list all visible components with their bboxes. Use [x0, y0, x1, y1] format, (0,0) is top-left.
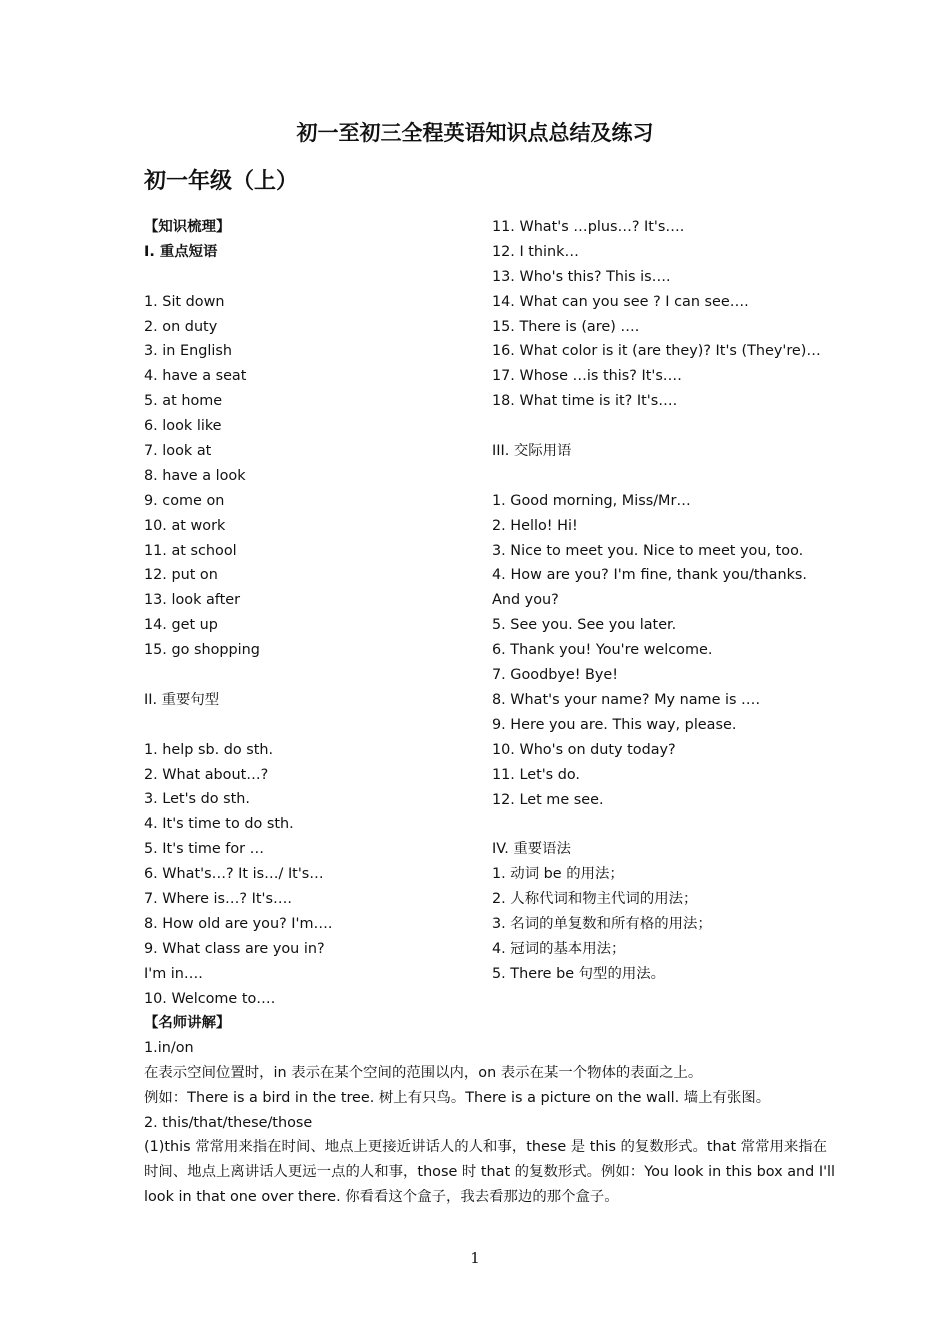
communication-item: 6. Thank you! You're welcome. — [492, 642, 713, 659]
communication-item: 5. See you. See you later. — [492, 617, 677, 634]
sentence-item: 1. help sb. do sth. — [144, 741, 274, 758]
sentence-item: 15. There is (are) …. — [492, 318, 640, 335]
communication-item: 12. Let me see. — [492, 791, 604, 808]
right-column — [492, 215, 821, 987]
grammar-item: 1. 动词 be 的用法； — [492, 866, 624, 883]
communication-item: 10. Who's on duty today? — [492, 741, 676, 758]
sentence-item: 9. What class are you in? — [144, 940, 325, 957]
teacher-header: 【名师讲解】 — [144, 1015, 231, 1031]
communication-header: III. 交际用语 — [492, 443, 572, 460]
phrase-item: 13. look after — [144, 592, 241, 609]
phrase-item: 6. look like — [144, 418, 222, 435]
communication-item: 4. How are you? I'm fine, thank you/thanks. And you? — [492, 567, 807, 609]
grade-heading: 初一年级（上） — [144, 169, 299, 194]
phrase-item: 1. Sit down — [144, 293, 225, 310]
teacher-explanation — [144, 1011, 836, 1210]
document-title: 初一至初三全程英语知识点总结及练习 — [296, 121, 654, 145]
spacer — [144, 663, 464, 688]
communication-item: 2. Hello! Hi! — [492, 517, 578, 534]
grammar-item: 3. 名词的单复数和所有格的用法； — [492, 915, 712, 932]
sentence-item: 3. Let's do sth. — [144, 791, 250, 808]
sentence-item: 16. What color is it (are they)? It's (They're)… — [492, 343, 821, 360]
phrase-item: 14. get up — [144, 617, 218, 634]
item2-text-line: 时间、地点上离讲话人更远一点的人和事，those 时 that 的复数形式。例如：You look in this box and I'll — [144, 1164, 836, 1181]
sentence-item: 10. Welcome to…. — [144, 990, 276, 1007]
communication-item: 11. Let's do. — [492, 766, 581, 783]
item2-text-line: look in that one over there. 你看看这个盒子，我去看那边的那个盒子。 — [144, 1189, 619, 1206]
sentence-item: 7. Where is…? It's…. — [144, 891, 292, 908]
spacer — [492, 414, 807, 439]
phrase-item: 9. come on — [144, 492, 225, 509]
phrase-item: 7. look at — [144, 443, 212, 460]
phrase-item: 5. at home — [144, 393, 223, 410]
phrase-item: 15. go shopping — [144, 642, 260, 659]
sentence-item: 12. I think… — [492, 243, 579, 260]
spacer — [492, 812, 807, 837]
item1-title: 1.in/on — [144, 1039, 194, 1056]
phrase-item: 2. on duty — [144, 318, 218, 335]
sentence-item: 13. Who's this? This is…. — [492, 268, 671, 285]
sentences-header: II. 重要句型 — [144, 691, 220, 708]
sentence-item: 5. It's time for … — [144, 841, 265, 858]
phrase-item: 10. at work — [144, 517, 226, 534]
item2-title: 2. this/that/these/those — [144, 1114, 313, 1131]
grammar-item: 4. 冠词的基本用法； — [492, 940, 626, 957]
phrases-header: I. 重点短语 — [144, 243, 218, 260]
grammar-item: 5. There be 句型的用法。 — [492, 965, 666, 982]
sentence-item: 8. How old are you? I'm…. — [144, 915, 333, 932]
phrase-item: 3. in English — [144, 343, 232, 360]
sentence-item: 11. What's …plus…? It's…. — [492, 219, 685, 235]
grammar-item: 2. 人称代词和物主代词的用法； — [492, 891, 698, 908]
sentence-item: 6. What's…? It is…/ It's… — [144, 866, 324, 883]
sentence-item: 18. What time is it? It's…. — [492, 393, 678, 410]
phrase-item: 12. put on — [144, 567, 218, 584]
grammar-header: IV. 重要语法 — [492, 841, 571, 858]
communication-item: 8. What's your name? My name is …. — [492, 691, 761, 708]
item1-text: 在表示空间位置时，in 表示在某个空间的范围以内，on 表示在某一个物体的表面之上。 — [144, 1064, 703, 1081]
spacer — [144, 713, 464, 738]
item1-example: 例如：There is a bird in the tree. 树上有只鸟。There is a picture on the wall. 墙上有张图。 — [144, 1089, 771, 1106]
communication-item: 3. Nice to meet you. Nice to meet you, too. — [492, 542, 804, 559]
phrase-item: 11. at school — [144, 542, 237, 559]
left-column — [144, 215, 464, 1012]
sentence-item: 2. What about…? — [144, 766, 269, 783]
spacer — [144, 265, 464, 290]
sentence-item: 4. It's time to do sth. — [144, 816, 294, 833]
communication-item: 1. Good morning, Miss/Mr… — [492, 492, 691, 509]
sentence-item: 14. What can you see ? I can see…. — [492, 293, 749, 310]
communication-item: 7. Goodbye! Bye! — [492, 667, 619, 684]
page-number: 1 — [470, 1249, 480, 1267]
item2-text-line: (1)this 常常用来指在时间、地点上更接近讲话人的人和事，these 是 this 的复数形式。that 常常用来指在 — [144, 1139, 828, 1156]
knowledge-header: 【知识梳理】 — [144, 219, 231, 235]
spacer — [492, 464, 807, 489]
communication-item: 9. Here you are. This way, please. — [492, 716, 737, 733]
phrase-item: 4. have a seat — [144, 368, 247, 385]
sentence-item: 17. Whose …is this? It's…. — [492, 368, 682, 385]
phrase-item: 8. have a look — [144, 467, 246, 484]
sentence-item: I'm in…. — [144, 965, 203, 982]
